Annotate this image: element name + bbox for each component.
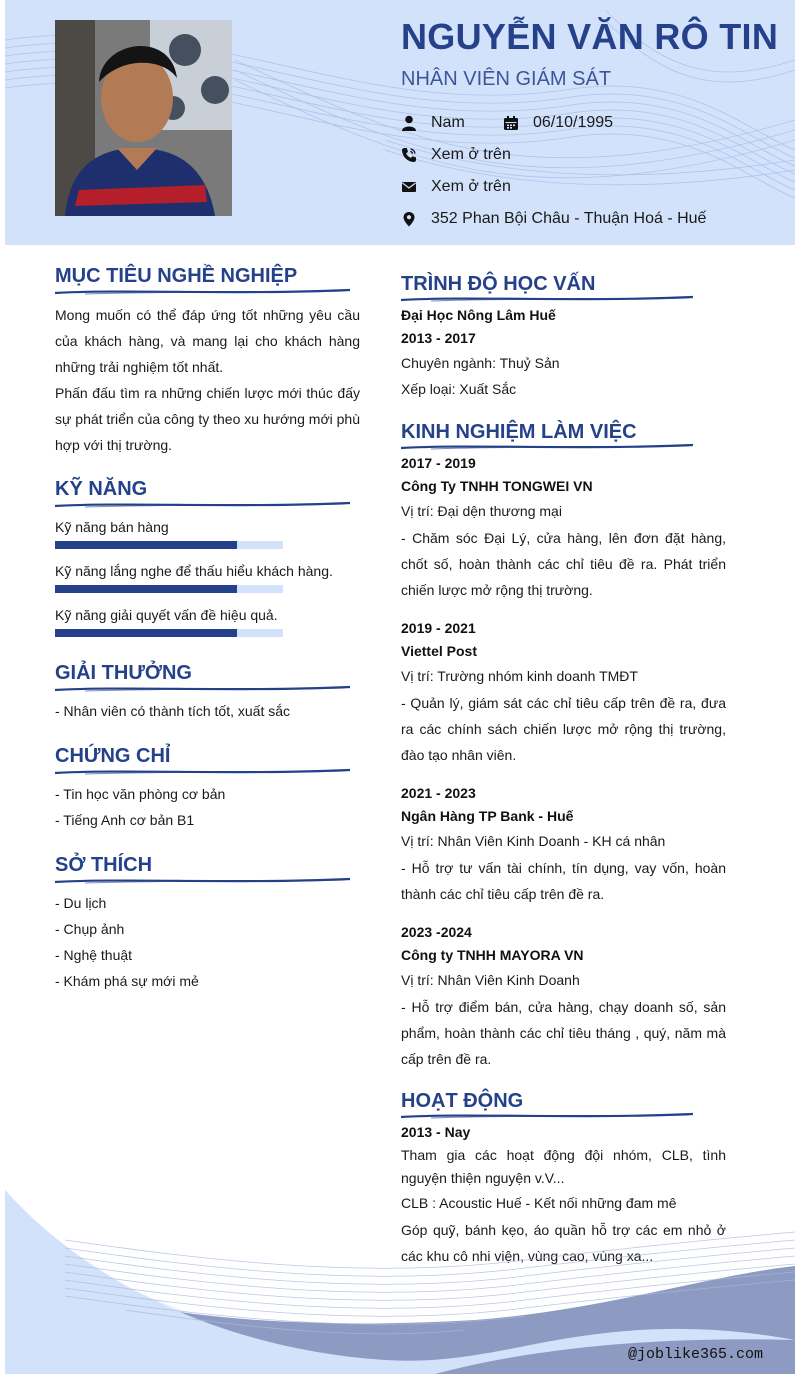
skill-bar — [55, 541, 283, 549]
activity-item: Tham gia các hoạt động đội nhóm, CLB, tình nguyện thiện nguyện v.V... — [401, 1147, 726, 1186]
activities-years: 2013 - Nay — [401, 1124, 471, 1140]
skill-bar-fill — [55, 541, 237, 549]
job-years: 2017 - 2019 — [401, 455, 476, 471]
profile-photo — [55, 20, 232, 216]
birthdate-value: 06/10/1995 — [533, 114, 614, 131]
job-description: - Quản lý, giám sát các chỉ tiêu cấp trên đề ra, đưa ra các chính sách chiến lược mở rộng thị trường, đào tạo nhân viên. — [401, 695, 726, 763]
email-value: Xem ở trên — [431, 178, 511, 195]
envelope-icon — [401, 179, 417, 195]
skill-label: Kỹ năng lắng nghe để thấu hiểu khách hàng. — [55, 563, 333, 579]
activities-title: HOẠT ĐỘNG — [401, 1090, 524, 1112]
job-description: - Hỗ trợ điểm bán, cửa hàng, chạy doanh số, sản phẩm, hoàn thành các chỉ tiêu tháng , quý, năm mà cấp trên đề ra. — [401, 999, 726, 1067]
address-row — [401, 208, 706, 230]
job-company: Ngân Hàng TP Bank - Huế — [401, 808, 574, 824]
calendar-icon — [503, 115, 519, 131]
objective-title: MỤC TIÊU NGHỀ NGHIỆP — [55, 265, 298, 287]
address-value: 352 Phan Bội Châu - Thuận Hoá - Huế — [431, 210, 707, 227]
education-underline — [401, 295, 693, 303]
awards-title: GIẢI THƯỞNG — [55, 662, 192, 684]
education-grade: Xếp loại: Xuất Sắc — [401, 381, 517, 397]
skill-bar-fill — [55, 585, 237, 593]
hobbies-title: SỞ THÍCH — [55, 854, 153, 876]
hobby-item: - Khám phá sự mới mẻ — [55, 973, 199, 989]
phone-value: Xem ở trên — [431, 146, 511, 163]
phone-icon — [401, 147, 417, 163]
skills-title: KỸ NĂNG — [55, 478, 148, 500]
job-position: Vị trí: Nhân Viên Kinh Doanh — [401, 972, 580, 988]
awards-underline — [55, 685, 350, 693]
job-description: - Chăm sóc Đại Lý, cửa hàng, lên đơn đặt hàng, chốt số, hoàn thành các chỉ tiêu đề ra. Phát triển chiến lược mở rộng thị trường. — [401, 530, 726, 598]
job-description: - Hỗ trợ tư vấn tài chính, tín dụng, vay vốn, hoàn thành các chỉ tiêu cấp trên đề ra. — [401, 860, 726, 902]
job-company: Viettel Post — [401, 643, 477, 659]
certificates-title: CHỨNG CHỈ — [55, 745, 171, 767]
hobby-item: - Nghệ thuật — [55, 947, 133, 963]
footer-waves — [5, 1180, 795, 1374]
gender-value: Nam — [431, 114, 465, 131]
full-name: NGUYỄN VĂN RÔ TIN — [401, 16, 779, 57]
skills-underline — [55, 501, 350, 509]
map-pin-icon — [401, 211, 417, 227]
hobby-item: - Du lịch — [55, 895, 107, 911]
website-watermark: @joblike365.com — [627, 1346, 763, 1363]
phone-row — [401, 144, 511, 166]
portrait-image — [55, 20, 232, 216]
job-company: Công Ty TNHH TONGWEI VN — [401, 478, 593, 494]
job-years: 2023 -2024 — [401, 924, 472, 940]
job-company: Công ty TNHH MAYORA VN — [401, 947, 584, 963]
header-banner — [5, 0, 795, 245]
job-title: NHÂN VIÊN GIÁM SÁT — [401, 68, 612, 90]
skill-label: Kỹ năng bán hàng — [55, 519, 169, 535]
education-years: 2013 - 2017 — [401, 330, 476, 346]
job-years: 2019 - 2021 — [401, 620, 476, 636]
experience-title: KINH NGHIỆM LÀM VIỆC — [401, 421, 637, 443]
certificate-item: - Tiếng Anh cơ bản B1 — [55, 812, 195, 828]
user-icon — [401, 115, 417, 131]
cv-page — [5, 0, 795, 1374]
activity-item: Góp quỹ, bánh kẹo, áo quần hỗ trợ các em nhỏ ở các khu cô nhi viện, vùng cao, vùng xa... — [401, 1222, 726, 1264]
skill-label: Kỹ năng giải quyết vấn đề hiệu quả. — [55, 607, 278, 623]
gender-row — [401, 112, 465, 134]
objective-paragraph-1: Mong muốn có thể đáp ứng tốt những yêu cầu của khách hàng, và mang lại cho khách hàng những trải nghiệm tốt nhất. — [55, 307, 360, 375]
education-school: Đại Học Nông Lâm Huế — [401, 307, 556, 323]
job-position: Vị trí: Nhân Viên Kinh Doanh - KH cá nhân — [401, 833, 666, 849]
birthdate-row — [503, 112, 613, 134]
hobbies-underline — [55, 877, 350, 885]
activity-item: CLB : Acoustic Huế - Kết nối những đam mê — [401, 1195, 677, 1211]
job-position: Vị trí: Đại dện thương mại — [401, 503, 562, 519]
job-position: Vị trí: Trường nhóm kinh doanh TMĐT — [401, 668, 638, 684]
email-row — [401, 176, 511, 198]
experience-underline — [401, 443, 693, 451]
skill-bar — [55, 629, 283, 637]
certificate-item: - Tin học văn phòng cơ bản — [55, 786, 226, 802]
certificates-underline — [55, 768, 350, 776]
objective-underline — [55, 288, 350, 296]
activities-underline — [401, 1112, 693, 1120]
skill-bar — [55, 585, 283, 593]
hobby-item: - Chụp ảnh — [55, 921, 125, 937]
award-item: - Nhân viên có thành tích tốt, xuất sắc — [55, 703, 291, 719]
education-title: TRÌNH ĐỘ HỌC VẤN — [401, 273, 596, 295]
job-years: 2021 - 2023 — [401, 785, 476, 801]
skill-bar-fill — [55, 629, 237, 637]
objective-paragraph-2: Phấn đấu tìm ra những chiến lược mới thúc đấy sự phát triển của công ty theo xu hướng mới phù hợp với thị trường. — [55, 385, 360, 453]
education-major: Chuyên ngành: Thuỷ Sản — [401, 355, 560, 371]
